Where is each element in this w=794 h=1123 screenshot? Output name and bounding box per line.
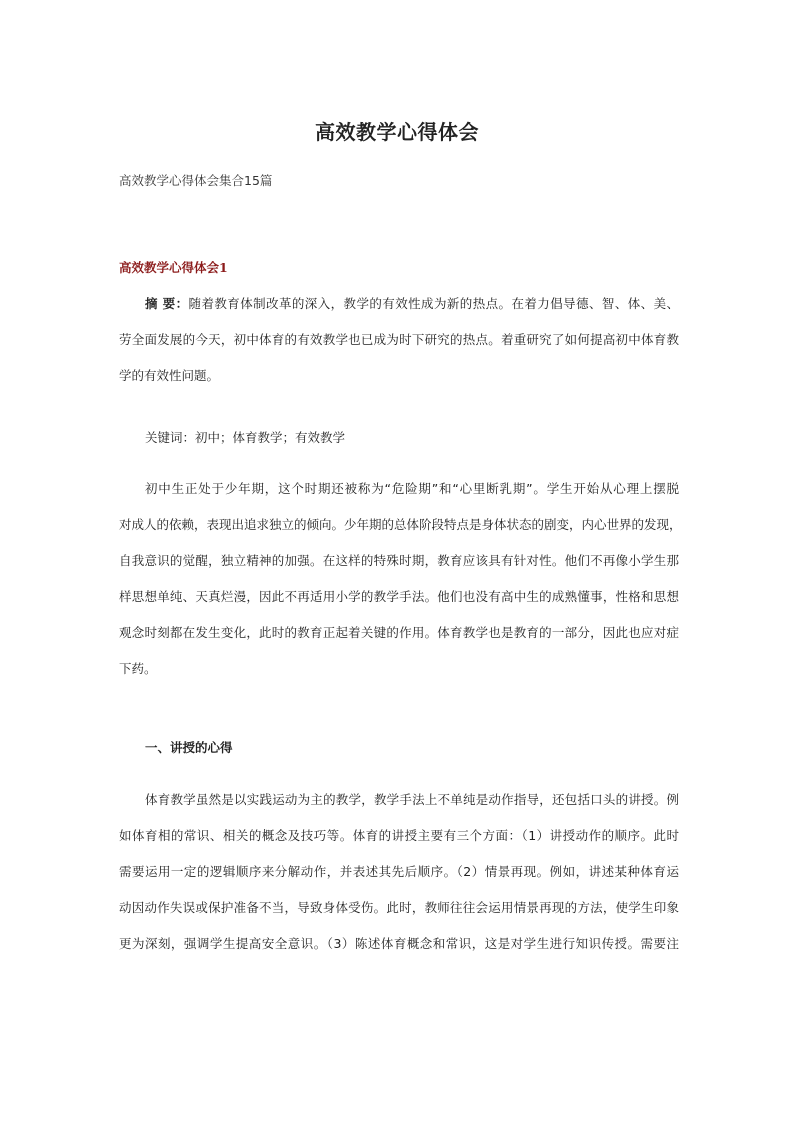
body-line: 需要运用一定的逻辑顺序来分解动作，并表述其先后顺序。（2）情景再现。例如，讲述某种体育运 (119, 864, 679, 879)
abstract-text: 随着教育体制改革的深入，教学的有效性成为新的热点。在着力倡导德、智、体、美、 (188, 296, 679, 311)
abstract-line (119, 296, 679, 332)
body-line: 对成人的依赖，表现出追求独立的倾向。少年期的总体阶段特点是身体状态的剧变，内心世界的发现， (119, 517, 682, 532)
body-line: 样思想单纯、天真烂漫，因此不再适用小学的教学手法。他们也没有高中生的成熟懂事，性格和思想 (119, 589, 679, 604)
document-subtitle: 高效教学心得体会集合15篇 (119, 173, 273, 188)
body-paragraph-2 (119, 792, 679, 972)
body-line: 自我意识的觉醒，独立精神的加强。在这样的特殊时期，教育应该具有针对性。他们不再像小学生那 (119, 553, 679, 568)
body-line: 下药。 (119, 661, 157, 676)
body-paragraph-1 (119, 481, 682, 697)
body-line: 体育教学虽然是以实践运动为主的教学，教学手法上不单纯是动作指导，还包括口头的讲授。例 (145, 792, 679, 807)
subsection-heading-text: 一、讲授的心得 (145, 740, 233, 755)
body-line: 初中生正处于少年期，这个时期还被称为“危险期”和“心里断乳期”。学生开始从心理上摆脱 (145, 481, 679, 496)
subsection-heading (119, 740, 679, 776)
body-line: 观念时刻都在发生变化，此时的教育正起着关键的作用。体育教学也是教育的一部分，因此也应对症 (119, 625, 679, 640)
document-title: 高效教学心得体会 (315, 120, 479, 144)
keywords-paragraph (119, 430, 679, 466)
body-line: 如体育相的常识、相关的概念及技巧等。体育的讲授主要有三个方面：（1）讲授动作的顺序。此时 (119, 828, 679, 843)
abstract-line: 学的有效性问题。 (119, 368, 220, 383)
abstract-line: 劳全面发展的今天，初中体育的有效教学也已成为时下研究的热点。着重研究了如何提高初中体育教 (119, 332, 679, 347)
keywords-line: 关键词：初中；体育教学；有效教学 (145, 430, 346, 445)
body-line: 动因动作失误或保护准备不当，导致身体受伤。此时，教师往往会运用情景再现的方法，使学生印象 (119, 900, 679, 915)
body-line: 更为深刻，强调学生提高安全意识。（3）陈述体育概念和常识，这是对学生进行知识传授。需要注 (119, 936, 679, 951)
abstract-label: 摘 要： (145, 296, 189, 311)
section-heading: 高效教学心得体会1 (119, 260, 228, 275)
abstract-paragraph (119, 296, 679, 404)
